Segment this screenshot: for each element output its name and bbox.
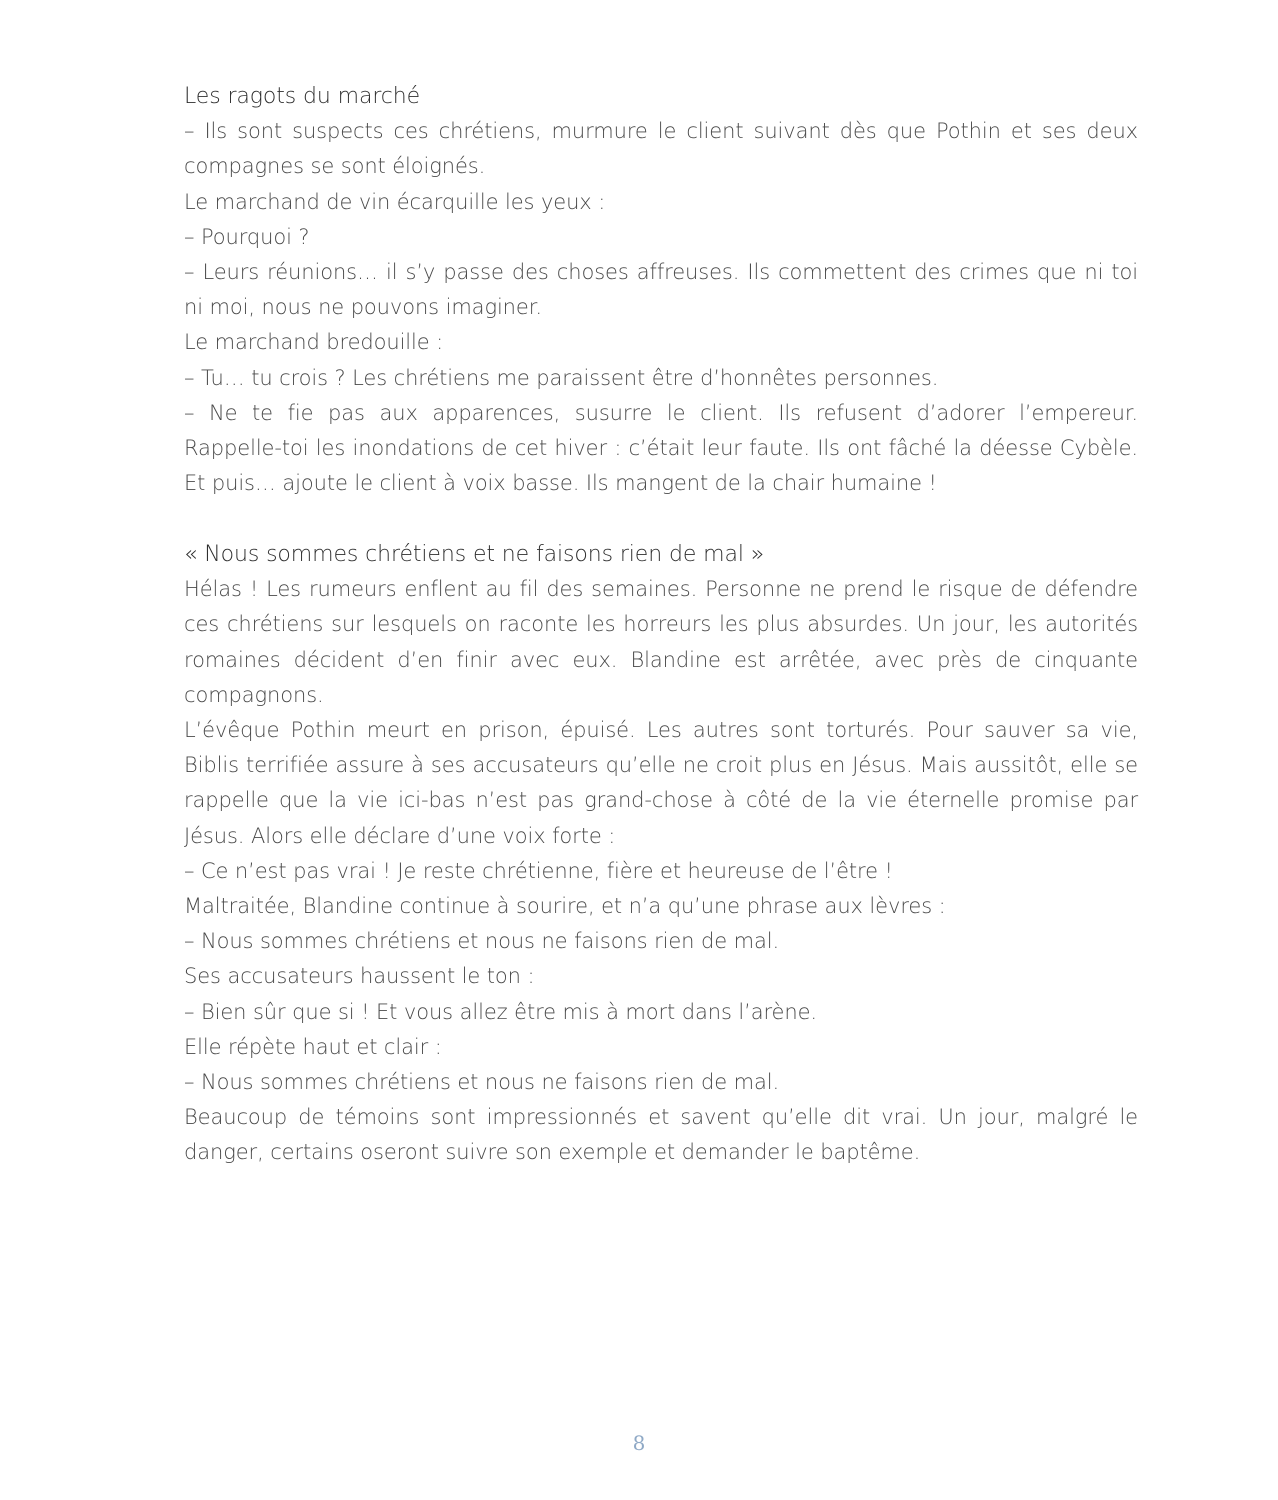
- paragraph: – Leurs réunions… il s’y passe des choses affreuses. Ils commettent des crimes que ni toi ni moi, nous ne pouvons imaginer.: [184, 260, 1138, 320]
- page-number: 8: [632, 1431, 646, 1455]
- paragraph: – Nous sommes chrétiens et nous ne faisons rien de mal.: [184, 929, 780, 954]
- paragraph: – Bien sûr que si ! Et vous allez être mis à mort dans l’arène.: [184, 999, 817, 1024]
- paragraph: Elle répète haut et clair :: [184, 1034, 442, 1059]
- paragraph: Hélas ! Les rumeurs enflent au fil des semaines. Personne ne prend le risque de défendre ces chrétiens sur lesquels on raconte les horreurs les plus absurdes. Un jour, les autorités romaines décident d’en finir avec eux. Blandine est arrêtée, avec près de cinquante compagnons.: [184, 577, 1138, 707]
- paragraph: – Nous sommes chrétiens et nous ne faisons rien de mal.: [184, 1070, 780, 1095]
- paragraph: – Pourquoi ?: [184, 224, 310, 249]
- paragraph: Ses accusateurs haussent le ton :: [184, 964, 535, 989]
- paragraph: – Ils sont suspects ces chrétiens, murmure le client suivant dès que Pothin et ses deux compagnes se sont éloignés.: [184, 119, 1138, 179]
- section-heading: Les ragots du marché: [184, 84, 421, 109]
- paragraph: Le marchand de vin écarquille les yeux :: [184, 189, 606, 214]
- section-heading: « Nous sommes chrétiens et ne faisons rien de mal »: [184, 542, 765, 567]
- paragraph: – Tu… tu crois ? Les chrétiens me paraissent être d’honnêtes personnes.: [184, 365, 939, 390]
- paragraph: – Ne te fie pas aux apparences, susurre le client. Ils refusent d’adorer l’empereur. Rappelle-toi les inondations de cet hiver : c’était leur faute. Ils ont fâché la déesse Cybèle. Et puis… ajoute le client à voix basse. Ils mangent de la chair humaine !: [184, 400, 1138, 496]
- section-chretiens: [184, 537, 1138, 1171]
- paragraph: Le marchand bredouille :: [184, 330, 444, 355]
- paragraph: Beaucoup de témoins sont impressionnés et savent qu’elle dit vrai. Un jour, malgré le danger, certains oseront suivre son exemple et demander le baptême.: [184, 1105, 1138, 1165]
- paragraph: – Ce n’est pas vrai ! Je reste chrétienne, fière et heureuse de l’être !: [184, 858, 893, 883]
- section-ragots: [184, 79, 1138, 501]
- paragraph: L’évêque Pothin meurt en prison, épuisé. Les autres sont torturés. Pour sauver sa vie, Biblis terrifiée assure à ses accusateurs qu’elle ne croit plus en Jésus. Mais aussitôt, elle se rappelle que la vie ici-bas n’est pas grand-chose à côté de la vie éternelle promise par Jésus. Alors elle déclare d’une voix forte :: [184, 718, 1138, 848]
- paragraph: Maltraitée, Blandine continue à sourire, et n’a qu’une phrase aux lèvres :: [184, 894, 946, 919]
